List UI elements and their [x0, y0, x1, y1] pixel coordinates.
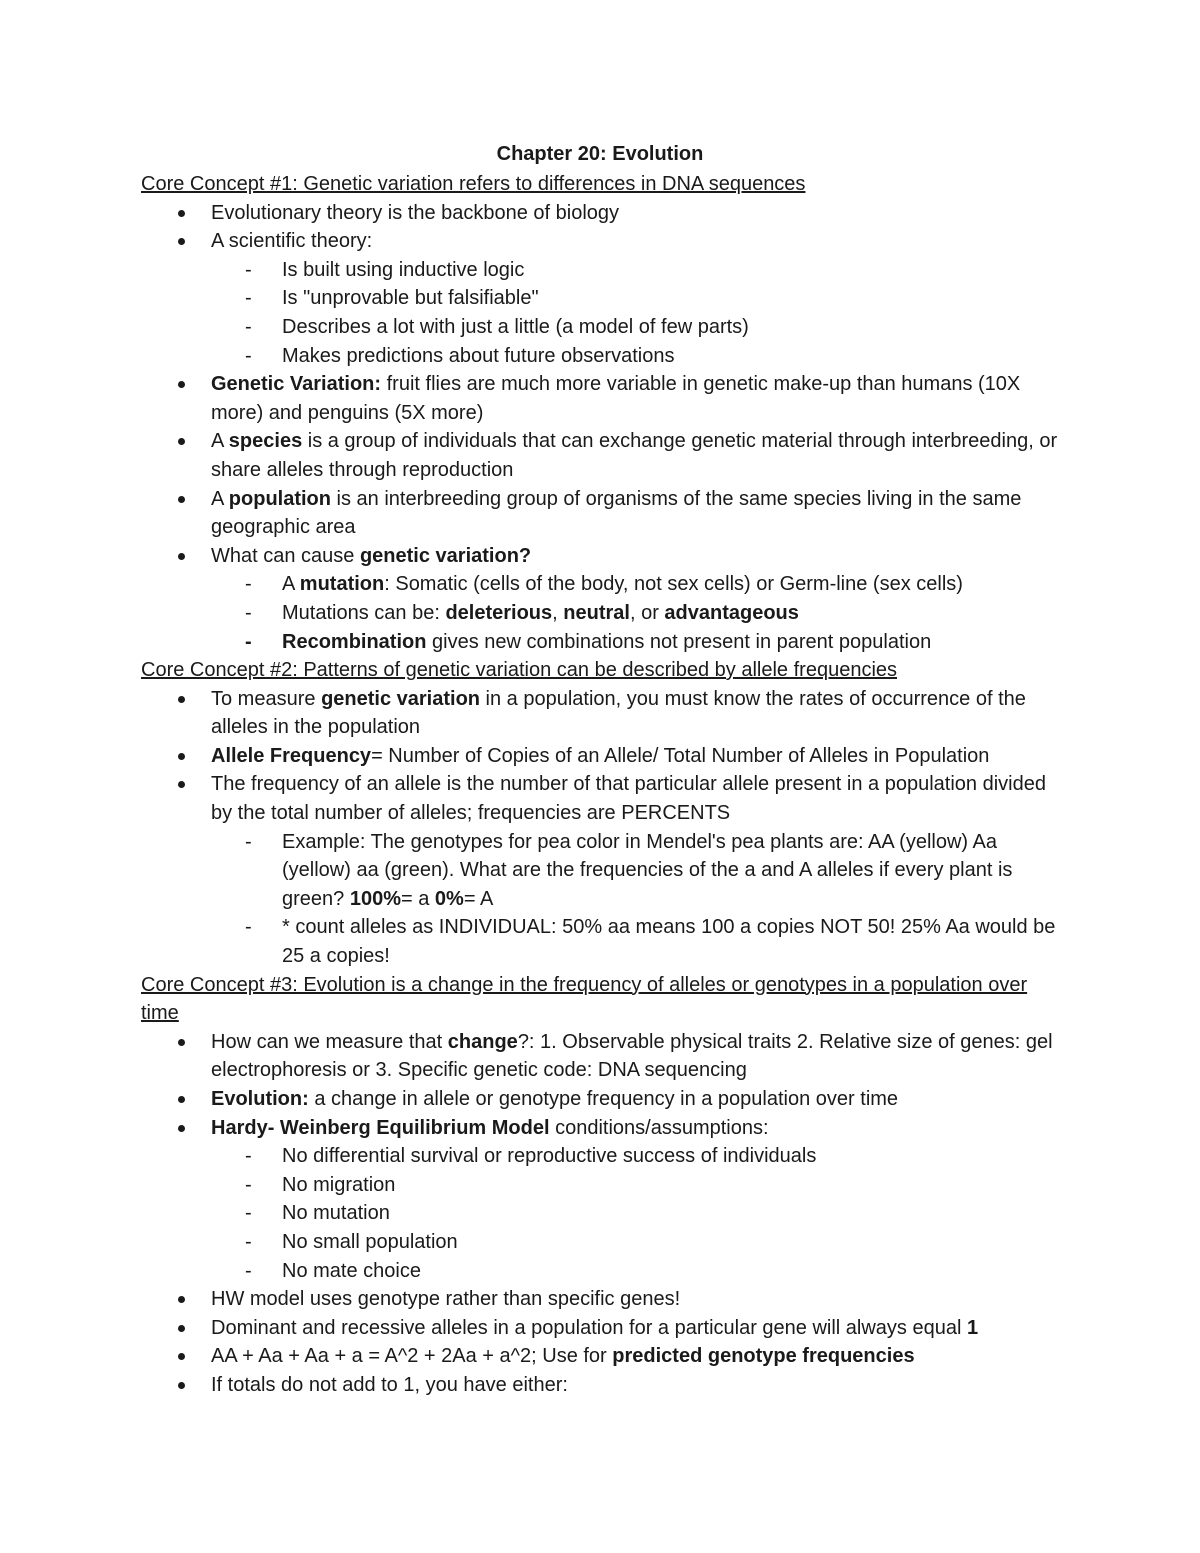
dash-icon: - — [245, 1173, 252, 1196]
bold-term: neutral — [563, 601, 630, 624]
sub-bullet-item — [141, 313, 1061, 342]
bullet-item — [141, 1114, 1061, 1143]
sub-bullet-item — [141, 913, 1061, 970]
bullet-icon — [178, 1039, 185, 1046]
text-run: Is built using inductive logic — [282, 258, 525, 281]
text-run: : Somatic (cells of the body, not sex cells) or Germ-line (sex cells) — [384, 573, 963, 596]
dash-icon: - — [245, 573, 252, 596]
text-run: How can we measure that — [211, 1030, 448, 1053]
sub-bullet-item — [141, 828, 1061, 914]
text-run: A — [282, 573, 300, 596]
bullet-icon — [178, 781, 185, 788]
bold-term: population — [228, 487, 331, 510]
text-run: Mutations can be: — [282, 601, 446, 624]
bullet-item — [141, 370, 1061, 427]
bullet-item — [141, 485, 1061, 542]
bold-term: Evolution: — [211, 1088, 309, 1110]
text-run: Is "unprovable but falsifiable" — [282, 287, 539, 310]
dash-icon: - — [245, 315, 252, 338]
text-run: A scientific theory: — [211, 230, 373, 253]
text-run: = a — [401, 887, 435, 910]
text-run: No migration — [282, 1173, 396, 1196]
bold-term: Hardy- Weinberg Equilibrium Model — [211, 1116, 550, 1139]
bullet-item — [141, 1085, 1061, 1114]
bold-term: change — [447, 1030, 518, 1053]
dash-icon: - — [245, 1230, 252, 1253]
text-run: A — [211, 487, 229, 510]
text-run: Makes predictions about future observations — [282, 344, 675, 367]
text-run: No mate choice — [282, 1259, 421, 1282]
text-run: * count alleles as INDIVIDUAL: 50% aa means 100 a copies NOT 50! 25% Aa would be 25 a copies! — [282, 916, 1056, 968]
bullet-icon — [178, 1353, 185, 1360]
bold-term: 1 — [966, 1316, 979, 1339]
dash-icon: - — [245, 916, 252, 939]
sub-bullet-item — [141, 1171, 1061, 1200]
text-run: conditions/assumptions: — [549, 1116, 769, 1139]
bullet-item — [141, 770, 1061, 827]
text-run: A — [211, 430, 229, 453]
bullet-icon — [178, 1096, 185, 1103]
bullet-item — [141, 1371, 1061, 1400]
bullet-item — [141, 1028, 1061, 1085]
dash-icon: - — [245, 1259, 252, 1282]
text-run: a change in allele or genotype frequency in a population over time — [308, 1088, 899, 1110]
bold-term: species — [228, 430, 303, 453]
sub-bullet-item — [141, 1228, 1061, 1257]
bullet-item — [141, 742, 1061, 771]
bold-term: Genetic Variation: — [211, 373, 382, 396]
text-run: Describes a lot with just a little (a model of few parts) — [282, 315, 749, 338]
dash-icon: - — [245, 344, 252, 367]
dash-icon: - — [245, 630, 252, 653]
bullet-icon — [178, 1296, 185, 1303]
bullet-item — [141, 1314, 1061, 1343]
dash-icon: - — [245, 1202, 252, 1225]
text-run: AA + Aa + Aa + a = A^2 + 2Aa + a^2; Use for — [211, 1345, 613, 1368]
text-run: The frequency of an allele is the number of that particular allele present in a population divided by the total number of alleles; frequencies are PERCENTS — [211, 773, 1046, 825]
page-title: Chapter 20: Evolution — [496, 143, 704, 165]
text-run: Example: The genotypes for pea color in Mendel's pea plants are: AA (yellow) Aa (yellow) aa (green). What are the frequencies of the a and A alleles if every plant is green? — [282, 830, 1013, 910]
dash-icon: - — [245, 830, 252, 853]
text-run: fruit flies are much more variable in genetic make-up than humans (10X more) and penguins (5X more) — [211, 373, 1021, 424]
bold-term: Recombination — [282, 630, 427, 653]
bullet-icon — [178, 210, 185, 217]
bullet-item — [141, 227, 1061, 256]
bullet-icon — [178, 238, 185, 245]
notes-body — [141, 170, 1061, 1400]
sub-bullet-item — [141, 256, 1061, 285]
sub-bullet-item — [141, 570, 1061, 599]
section-heading: Core Concept #3: Evolution is a change in the frequency of alleles or genotypes in a population over time — [141, 973, 1028, 1025]
bold-term: mutation — [299, 573, 385, 596]
bullet-icon — [178, 496, 185, 503]
dash-icon: - — [245, 258, 252, 281]
bullet-item — [141, 427, 1061, 484]
sub-bullet-item — [141, 628, 1061, 657]
text-run: Evolutionary theory is the backbone of biology — [211, 201, 620, 224]
section-heading: Core Concept #2: Patterns of genetic variation can be described by allele frequencies — [141, 659, 898, 682]
text-run: What can cause — [211, 544, 360, 567]
text-run: No small population — [282, 1230, 458, 1253]
bullet-item — [141, 542, 1061, 571]
bullet-icon — [178, 1325, 185, 1332]
text-run: HW model uses genotype rather than specific genes! — [211, 1288, 681, 1311]
text-run: No differential survival or reproductive success of individuals — [282, 1145, 817, 1168]
text-run: Dominant and recessive alleles in a population for a particular gene will always equal — [211, 1316, 967, 1339]
bullet-item — [141, 685, 1061, 742]
text-run: in a population, you must know the rates of occurrence of the alleles in the population — [211, 687, 1026, 739]
text-run: is a group of individuals that can exchange genetic material through interbreeding, or share alleles through reproduction — [211, 430, 1058, 481]
bold-term: advantageous — [664, 601, 799, 624]
bold-term: 0% — [434, 887, 464, 910]
bold-term: predicted genotype frequencies — [612, 1345, 915, 1368]
sub-bullet-item — [141, 284, 1061, 313]
bullet-item — [141, 199, 1061, 228]
text-run: If totals do not add to 1, you have either: — [211, 1373, 568, 1396]
sub-bullet-item — [141, 1142, 1061, 1171]
text-run: = Number of Copies of an Allele/ Total Number of Alleles in Population — [371, 744, 990, 767]
dash-icon: - — [245, 1145, 252, 1168]
text-run: , or — [629, 601, 665, 624]
text-run: No mutation — [282, 1202, 390, 1225]
bullet-icon — [178, 553, 185, 560]
sub-bullet-item — [141, 342, 1061, 371]
section-heading: Core Concept #1: Genetic variation refers to differences in DNA sequences — [141, 173, 806, 195]
text-run: is an interbreeding group of organisms of the same species living in the same geographic area — [211, 487, 1022, 539]
dash-icon: - — [245, 601, 252, 624]
bold-term: genetic variation? — [359, 544, 532, 567]
sub-bullet-item — [141, 1199, 1061, 1228]
bullet-icon — [178, 1125, 185, 1132]
bullet-item — [141, 1285, 1061, 1314]
bold-term: genetic variation — [321, 687, 480, 710]
sub-bullet-item — [141, 1257, 1061, 1286]
bullet-icon — [178, 1382, 185, 1389]
text-run: To measure — [211, 687, 322, 710]
bold-term: deleterious — [445, 601, 553, 624]
sub-bullet-item — [141, 599, 1061, 628]
text-run: gives new combinations not present in parent population — [426, 630, 932, 653]
text-run: ?: 1. Observable physical traits 2. Relative size of genes: gel electrophoresis or 3. Specific genetic code: DNA sequencing — [211, 1030, 1053, 1082]
dash-icon: - — [245, 287, 252, 310]
bullet-icon — [178, 753, 185, 760]
text-run: , — [552, 601, 564, 624]
bold-term: 100% — [349, 887, 401, 910]
bullet-icon — [178, 696, 185, 703]
text-run: = A — [463, 887, 494, 910]
bullet-icon — [178, 438, 185, 445]
bullet-item — [141, 1342, 1061, 1371]
bold-term: Allele Frequency — [211, 744, 372, 767]
bullet-icon — [178, 381, 185, 388]
